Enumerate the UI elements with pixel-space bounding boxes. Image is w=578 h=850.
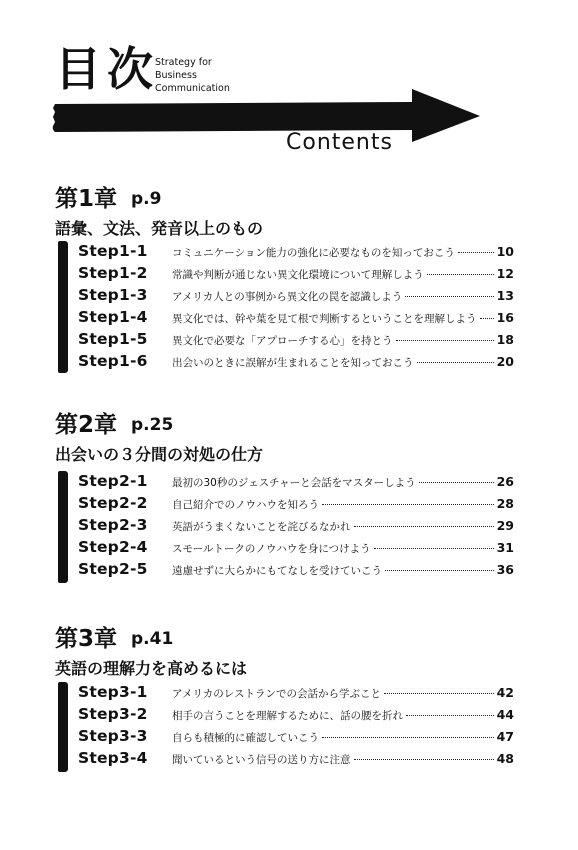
toc-entry[interactable] [78,472,514,494]
step-label: Step3-3 [78,727,148,745]
toc-entry[interactable] [78,538,514,560]
chapter-number: 第2章 [55,412,118,438]
page-number: 20 [496,354,514,369]
step-title: 自己紹介でのノウハウを知ろう [172,499,319,511]
page-number: 26 [496,474,514,489]
step-title: 異文化で必要な「アプローチする心」を持とう [172,335,393,347]
dot-leader [405,296,493,297]
step-label: Step2-5 [78,560,148,578]
step-label: Step2-3 [78,516,148,534]
dot-leader [427,274,494,275]
page-title: 目次 [55,42,159,96]
page-number: 18 [496,332,514,347]
page-number: 31 [496,540,514,555]
toc-entry[interactable] [78,516,514,538]
section-bar [58,241,68,373]
arrow-decoration-icon [52,86,482,148]
toc-entry[interactable] [78,242,514,264]
page-number: 13 [496,288,514,303]
chapter-page: p.41 [131,629,174,649]
toc-entry[interactable] [78,749,514,771]
dot-leader [354,526,494,527]
step-title: コミュニケーション能力の強化に必要なものを知っておこう [172,247,455,259]
dot-leader [374,548,494,549]
step-title: 出会いのときに誤解が生まれることを知っておこう [172,357,414,369]
dot-leader [419,482,494,483]
step-label: Step3-4 [78,749,148,767]
toc-entry[interactable] [78,264,514,286]
step-title: 異文化では、幹や葉を見て根で判断するということを理解しよう [172,313,477,325]
page-number: 42 [496,685,514,700]
step-label: Step3-1 [78,683,148,701]
subtitle-line: Strategy for [155,57,212,68]
page-number: 16 [496,310,514,325]
step-title: 遠慮せずに大らかにもてなしを受けていこう [172,565,382,577]
dot-leader [384,693,494,694]
chapter-page: p.9 [131,189,162,209]
step-title: 常識や判断が通じない異文化環境について理解しよう [172,269,424,281]
dot-leader [354,759,494,760]
toc-entry[interactable] [78,494,514,516]
step-label: Step2-2 [78,494,148,512]
page-number: 10 [496,244,514,259]
toc-entry[interactable] [78,705,514,727]
step-title: 相手の言うことを理解するために、話の腰を折れ [172,710,403,722]
section-bar [58,682,68,772]
page-number: 12 [496,266,514,281]
chapter-number: 第3章 [55,626,118,652]
step-label: Step2-4 [78,538,148,556]
step-title: 最初の30秒のジェスチャーと会話をマスターしよう [172,477,416,489]
chapter-page: p.25 [131,415,174,435]
step-title: スモールトークのノウハウを身につけよう [172,543,371,555]
section-bar [58,471,68,583]
chapter-title: 英語の理解力を高めるには [55,659,248,678]
page-number: 29 [496,518,514,533]
chapter-heading [55,180,161,213]
toc-entry[interactable] [78,352,514,374]
dot-leader [417,362,494,363]
toc-entry[interactable] [78,727,514,749]
page-number: 47 [496,729,514,744]
step-label: Step1-5 [78,330,148,348]
step-label: Step1-4 [78,308,148,326]
toc-entry[interactable] [78,308,514,330]
contents-label: Contents [286,130,393,155]
dot-leader [406,715,494,716]
subtitle-line: Business [155,70,197,81]
toc-entry[interactable] [78,683,514,705]
step-title: 自らも積極的に確認していこう [172,732,319,744]
step-label: Step2-1 [78,472,148,490]
dot-leader [322,504,494,505]
step-label: Step3-2 [78,705,148,723]
step-title: アメリカ人との事例から異文化の罠を認識しよう [172,291,403,303]
toc-entry[interactable] [78,330,514,352]
step-label: Step1-3 [78,286,148,304]
dot-leader [385,570,494,571]
toc-entry[interactable] [78,560,514,582]
dot-leader [458,252,494,253]
step-title: アメリカのレストランでの会話から学ぶこと [172,688,381,700]
dot-leader [396,340,494,341]
step-title: 聞いているという信号の送り方に注意 [172,754,351,766]
chapter-heading [55,620,173,653]
step-label: Step1-6 [78,352,148,370]
dot-leader [322,737,494,738]
page-number: 48 [496,751,514,766]
chapter-title: 出会いの３分間の対処の仕方 [55,445,264,464]
toc-entry[interactable] [78,286,514,308]
chapter-title: 語彙、文法、発音以上のもの [55,219,264,238]
chapter-number: 第1章 [55,186,118,212]
page-number: 28 [496,496,514,511]
dot-leader [480,318,494,319]
step-label: Step1-1 [78,242,148,260]
page-number: 44 [496,707,514,722]
subtitle-line: Communication [155,83,230,94]
step-label: Step1-2 [78,264,148,282]
chapter-heading [55,406,173,439]
page-number: 36 [496,562,514,577]
step-title: 英語がうまくないことを詫びるなかれ [172,521,351,533]
